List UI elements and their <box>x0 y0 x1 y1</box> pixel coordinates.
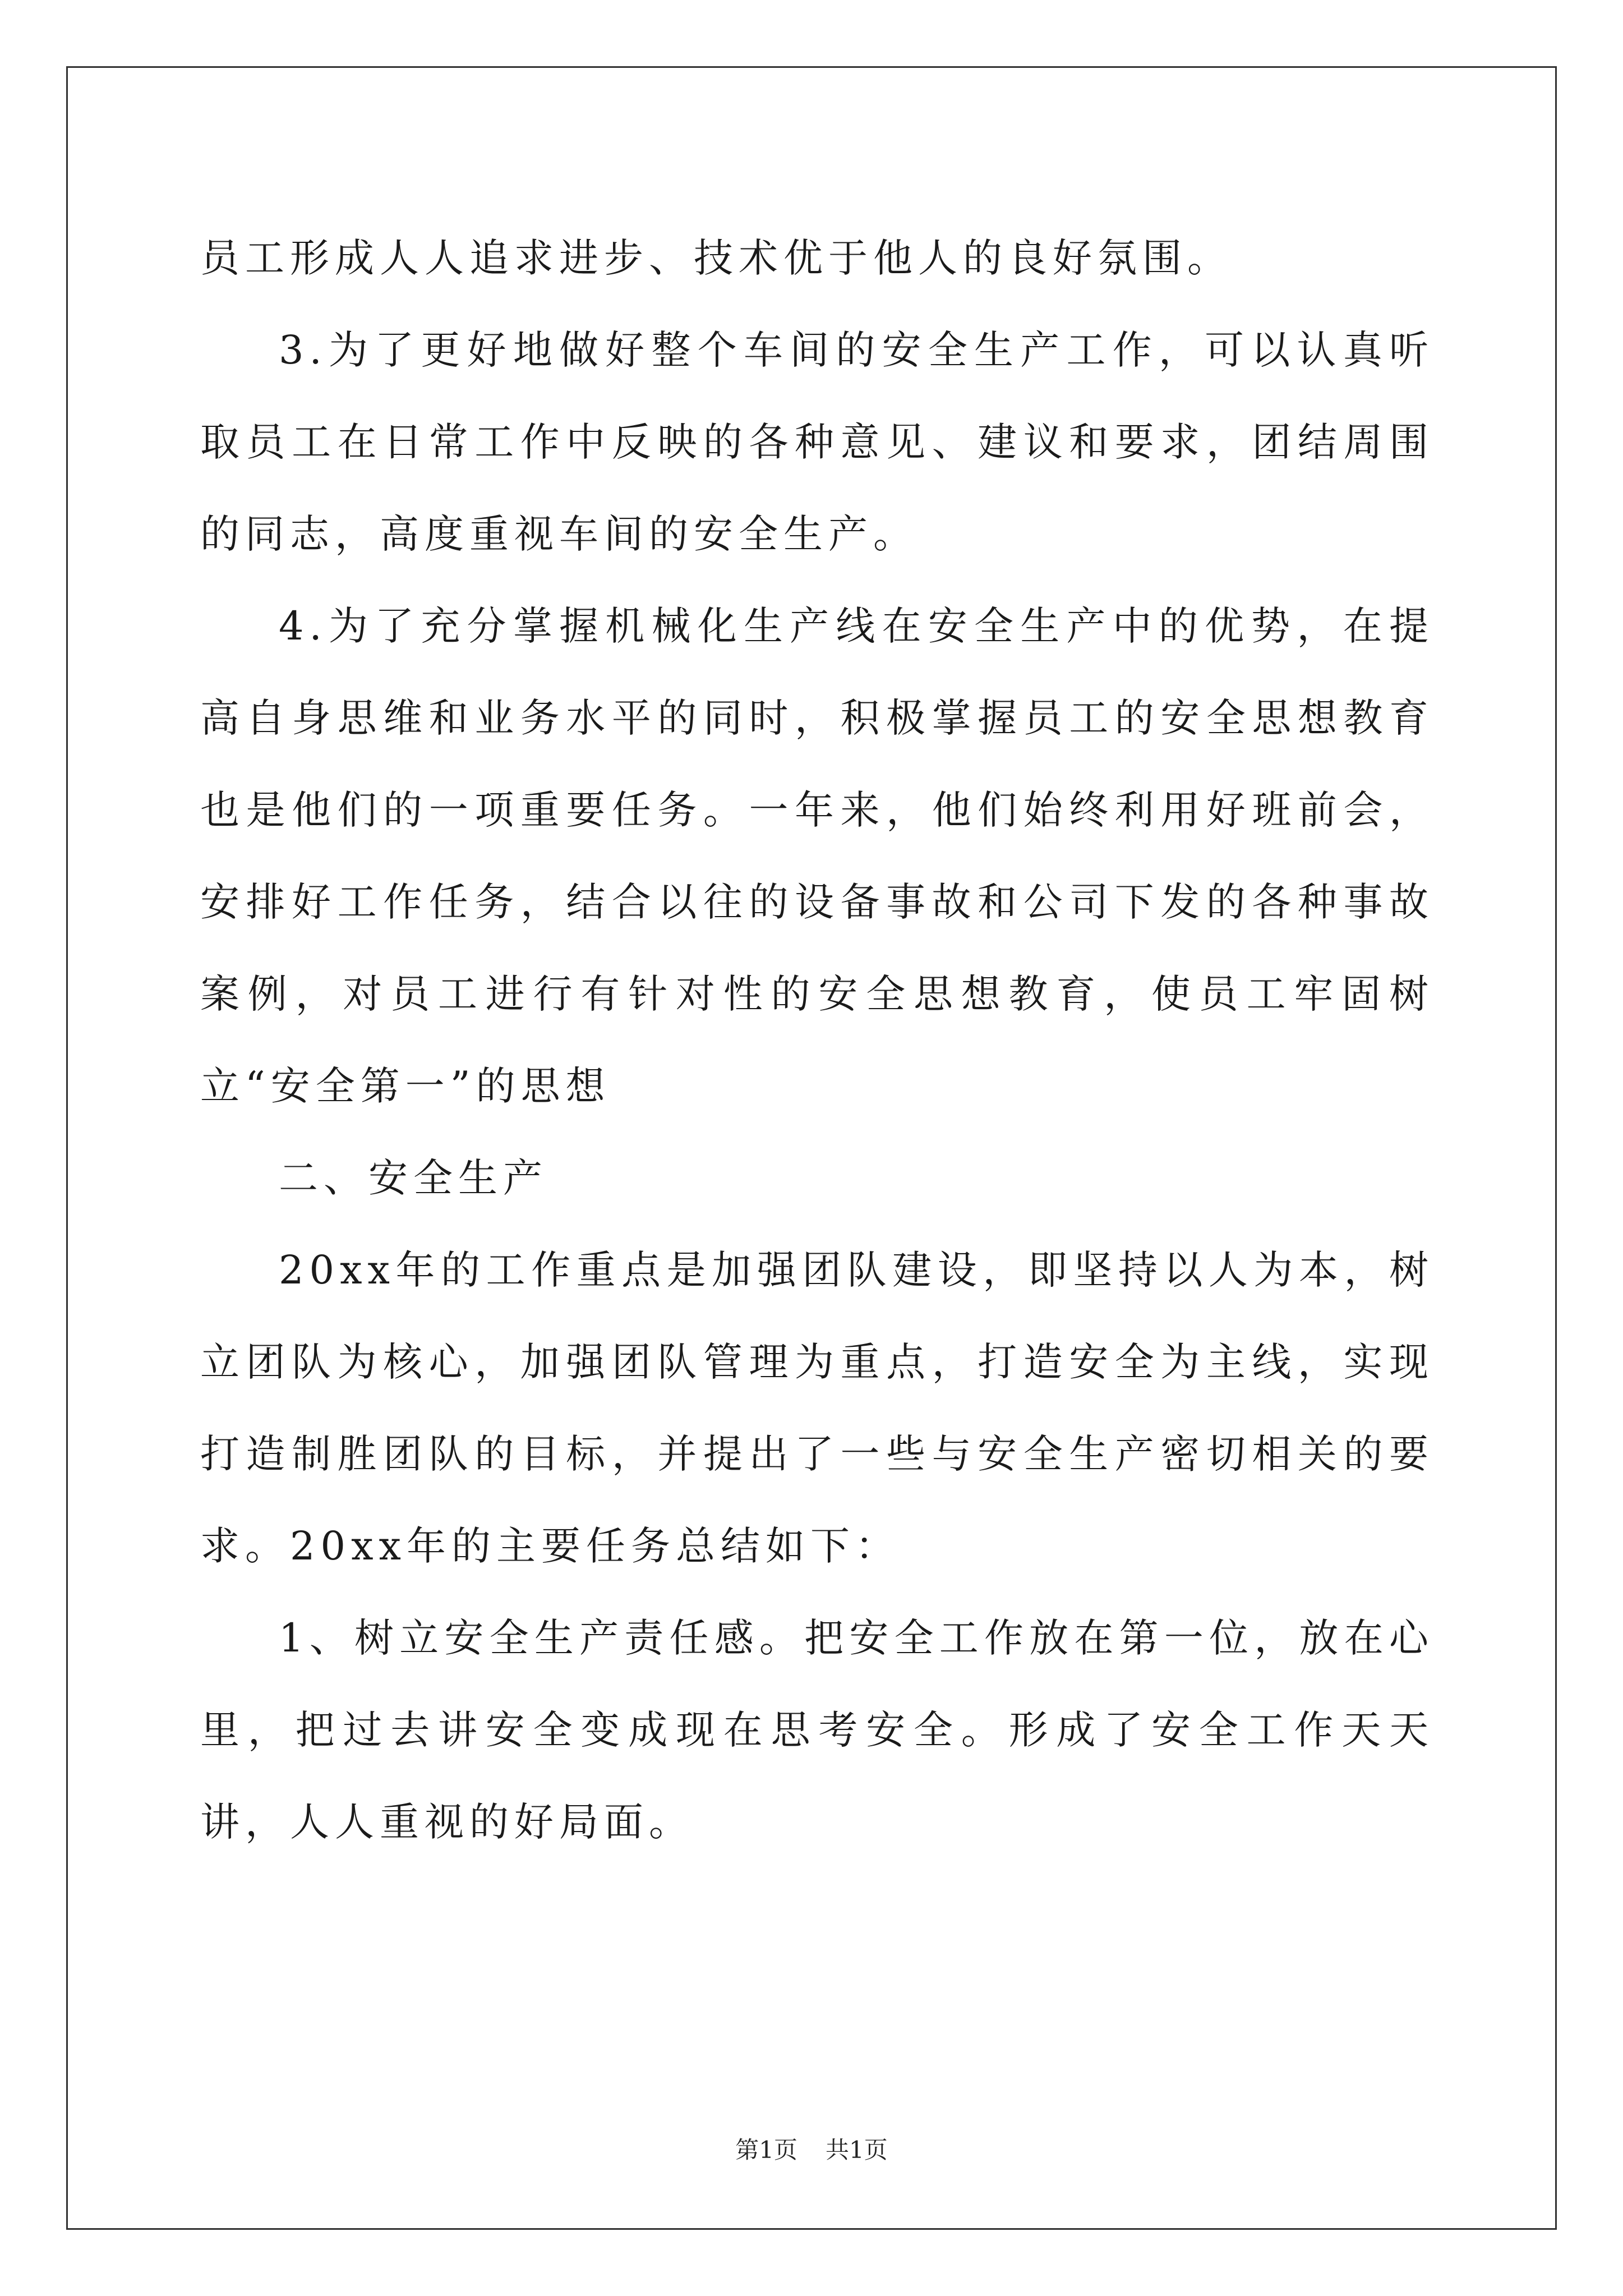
page-footer <box>0 2133 1623 2167</box>
page-number-current: 第1页 <box>735 2136 797 2164</box>
section-heading-safety-production: 二、安全生产 <box>279 1155 548 1201</box>
document-body <box>200 212 1434 1868</box>
page-number-total: 共1页 <box>826 2136 888 2164</box>
paragraph-item-4: 4.为了充分掌握机械化生产线在安全生产中的优势，在提高自身思维和业务水平的同时，积极掌握员工的安全思想教育也是他们的一项重要任务。一年来，他们始终利用好班前会，安排好工作任务，结合以往的设备事故和公司下发的各种事故案例，对员工进行有针对性的安全思想教育，使员工牢固树立“安全第一”的思想 <box>200 603 1434 1109</box>
paragraph-work-focus: 20xx年的工作重点是加强团队建设，即坚持以人为本，树立团队为核心，加强团队管理为重点，打造安全为主线，实现打造制胜团队的目标，并提出了一些与安全生产密切相关的要求。20xx年的主要任务总结如下： <box>200 1247 1434 1569</box>
paragraph-item-3: 3.为了更好地做好整个车间的安全生产工作，可以认真听取员工在日常工作中反映的各种意见、建议和要求，团结周围的同志，高度重视车间的安全生产。 <box>200 327 1434 557</box>
paragraph-item-1: 1、树立安全生产责任感。把安全工作放在第一位，放在心里，把过去讲安全变成现在思考安全。形成了安全工作天天讲，人人重视的好局面。 <box>200 1615 1434 1845</box>
paragraph-continuation: 员工形成人人追求进步、技术优于他人的良好氛围。 <box>200 235 1232 281</box>
